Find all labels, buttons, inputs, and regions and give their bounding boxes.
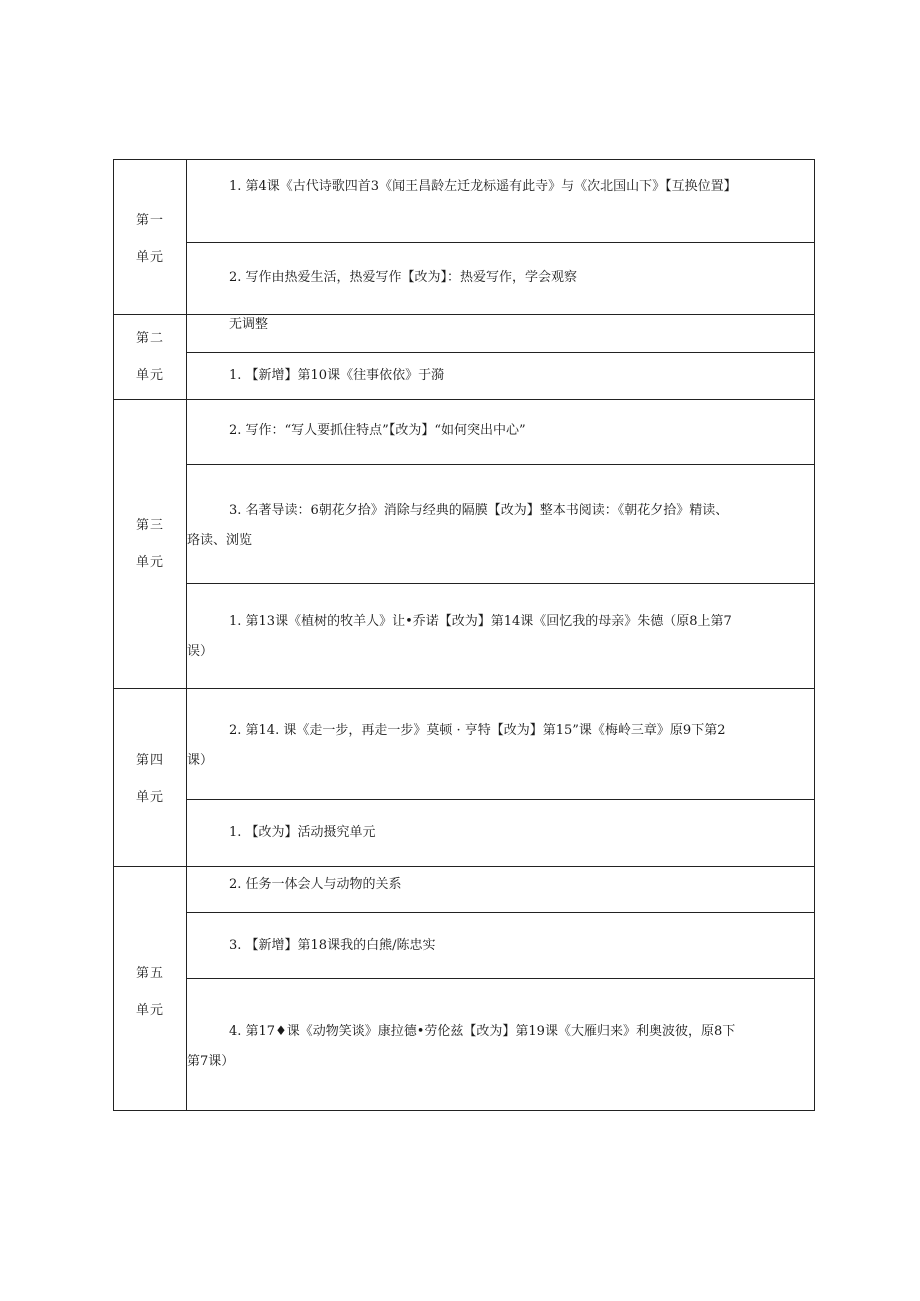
item-text: 3. 【新增】第18课我的白熊/陈忠实 [229,938,436,953]
row-divider [186,912,814,913]
item-text: 2. 写作：“写人要抓住特点”【改为】“如何突出中心” [229,423,526,438]
change-item [187,263,813,293]
row-divider [186,464,814,465]
unit-label-line: 第四 [135,753,164,768]
change-item [187,818,813,848]
unit-label-line: 单元 [135,555,164,570]
row-divider [186,978,814,979]
item-text: 1. 【改为】活动摄究单元 [229,825,376,840]
change-item [187,607,813,667]
unit-label-line: 单元 [135,790,164,805]
unit-label-line: 第三 [135,518,164,533]
unit-label-line: 第一 [135,213,164,228]
item-text: 第7课） [187,1054,235,1069]
row-divider [186,583,814,584]
unit-label [114,507,186,581]
change-item [187,496,813,556]
item-text: 1. 第4课《古代诗歌四首3《闻王昌龄左迁龙标遥有此寺》与《次北国山下》【互换位置】 [229,179,737,194]
item-text: 2. 任务一体会人与动物的关系 [229,877,402,892]
change-item [187,870,813,900]
unit-label [114,955,186,1029]
unit-label-line: 单元 [135,368,164,383]
revision-table [113,159,815,1111]
row-divider [186,799,814,800]
unit-label-line: 第五 [135,966,164,981]
change-item [187,361,813,391]
row-divider [186,352,814,353]
item-text: 课） [187,753,214,768]
change-item [187,310,813,340]
item-text: 2. 第14. 课《走一步，再走一步》莫顿 · 亨特【改为】第15”课《梅岭三章》原9下第2 [229,723,726,738]
unit-label-line: 单元 [135,250,164,265]
unit-divider [114,866,814,867]
item-text: 1. 第13课《植树的牧羊人》让•乔诺【改为】第14课《回忆我的母亲》朱德（原8上第7 [229,614,732,629]
unit-divider [114,399,814,400]
item-text: 珞读、浏览 [187,533,253,548]
change-item [187,172,813,202]
row-divider [186,242,814,243]
item-text: 3. 名著导读：6朝花夕拾》消除与经典的隔膜【改为】整本书阅读：《朝花夕拾》精读、 [229,503,729,518]
change-item [187,716,813,776]
item-text: 误） [187,644,214,659]
unit-label [114,202,186,276]
item-text: 无调整 [229,317,269,332]
unit-label [114,742,186,816]
item-text: 4. 第17♦课《动物笑谈》康拉德•劳伦兹【改为】第19课《大雁归来》利奥波彼，原8下 [229,1024,736,1039]
change-item [187,1017,813,1077]
item-text: 2. 写作由热爱生活，热爱写作【改为】：热爱写作，学会观察 [229,270,578,285]
change-item [187,931,813,961]
change-item [187,416,813,446]
unit-label [114,320,186,394]
unit-label-line: 第二 [135,331,164,346]
item-text: 1. 【新增】第10课《往事依依》于漪 [229,368,445,383]
unit-label-line: 单元 [135,1003,164,1018]
unit-divider [114,688,814,689]
